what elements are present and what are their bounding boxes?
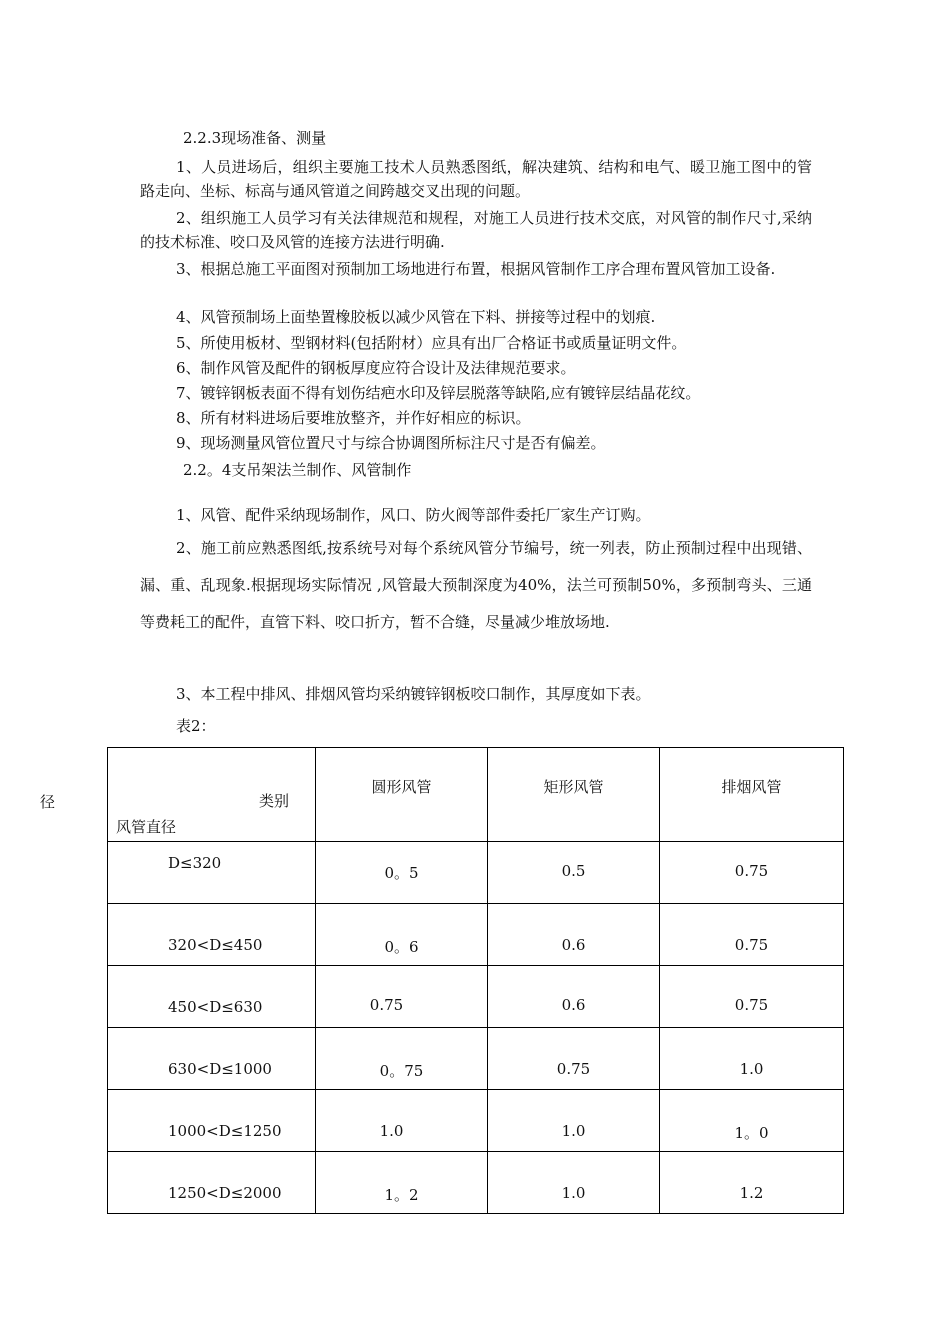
table-cell: 1。0 [660, 1090, 844, 1152]
list-item: 6、制作风管及配件的钢板厚度应符合设计及法律规范要求。 [176, 359, 576, 377]
list-item: 3、根据总施工平面图对预制加工场地进行布置，根据风管制作工序合理布置风管加工设备. [176, 260, 776, 278]
row-label-cell: 1000<D≤1250 [108, 1090, 316, 1152]
list-item: 3、本工程中排风、排烟风管均采纳镀锌钢板咬口制作，其厚度如下表。 [176, 685, 651, 703]
table-cell: 0.6 [488, 966, 660, 1028]
column-header: 排烟风管 [660, 748, 844, 842]
table-row [108, 1028, 844, 1090]
thickness-table [107, 747, 844, 1214]
row-label-cell: 630<D≤1000 [108, 1028, 316, 1090]
list-item: 8、所有材料进场后要堆放整齐，并作好相应的标识。 [176, 409, 531, 427]
table-cell: 1。2 [316, 1152, 488, 1214]
corner-top-label: 类别 [258, 792, 289, 810]
corner-bottom-label: 风管直径 [116, 818, 177, 836]
section-heading-223: 2.2.3现场准备、测量 [183, 129, 327, 147]
row-label-cell: 1250<D≤2000 [108, 1152, 316, 1214]
table-cell: 0。75 [316, 1028, 488, 1090]
table-cell: 0。5 [316, 842, 488, 904]
table-caption: 表2： [176, 717, 216, 735]
section-heading-224: 2.2。4支吊架法兰制作、风管制作 [183, 461, 412, 479]
table-row [108, 1090, 844, 1152]
table-header-row [108, 748, 844, 842]
table-cell: 1.2 [660, 1152, 844, 1214]
table-cell: 0.75 [316, 966, 488, 1028]
list-item: 1、人员进场后，组织主要施工技术人员熟悉图纸，解决建筑、结构和电气、暖卫施工图中的管路走向、坐标、标高与通风管道之间跨越交叉出现的问题。 [140, 158, 812, 200]
table-cell: 0.6 [488, 904, 660, 966]
table-cell: 1.0 [660, 1028, 844, 1090]
table-row [108, 904, 844, 966]
list-item: 7、镀锌钢板表面不得有划伤结疤水印及锌层脱落等缺陷,应有镀锌层结晶花纹。 [176, 384, 701, 402]
list-item: 1、风管、配件采纳现场制作，风口、防火阀等部件委托厂家生产订购。 [176, 506, 651, 524]
table-cell: 0.75 [660, 904, 844, 966]
list-item: 9、现场测量风管位置尺寸与综合协调图所标注尺寸是否有偏差。 [176, 434, 606, 452]
row-label-cell: 450<D≤630 [108, 966, 316, 1028]
table-row [108, 842, 844, 904]
table-cell: 1.0 [488, 1090, 660, 1152]
table-cell: 1.0 [488, 1152, 660, 1214]
row-label-cell: D≤320 [108, 842, 316, 904]
table-cell: 0.75 [660, 966, 844, 1028]
table-row [108, 1152, 844, 1214]
table-cell: 0。6 [316, 904, 488, 966]
column-header: 矩形风管 [488, 748, 660, 842]
list-item: 5、所使用板材、型钢材料(包括附材）应具有出厂合格证书或质量证明文件。 [176, 334, 687, 352]
list-item: 2、施工前应熟悉图纸,按系统号对每个系统风管分节编号，统一列表，防止预制过程中出现错、漏、重、乱现象.根据现场实际情况 ,风管最大预制深度为40%，法兰可预制50%，多预制弯头、三通等费耗工的配件，直管下料、咬口折方，暂不合缝，尽量减少堆放场地. [140, 539, 812, 631]
table-cell: 0.5 [488, 842, 660, 904]
row-label-cell: 320<D≤450 [108, 904, 316, 966]
table-cell: 0.75 [660, 842, 844, 904]
table-cell: 1.0 [316, 1090, 488, 1152]
column-header: 圆形风管 [316, 748, 488, 842]
list-item: 2、组织施工人员学习有关法律规范和规程，对施工人员进行技术交底，对风管的制作尺寸,采纳的技术标准、咬口及风管的连接方法进行明确. [140, 209, 812, 251]
list-item: 4、风管预制场上面垫置橡胶板以减少风管在下料、拼接等过程中的划痕. [176, 308, 656, 326]
table-row [108, 966, 844, 1028]
stray-character: 径 [40, 793, 56, 811]
table-cell: 0.75 [488, 1028, 660, 1090]
corner-cell [108, 748, 316, 842]
